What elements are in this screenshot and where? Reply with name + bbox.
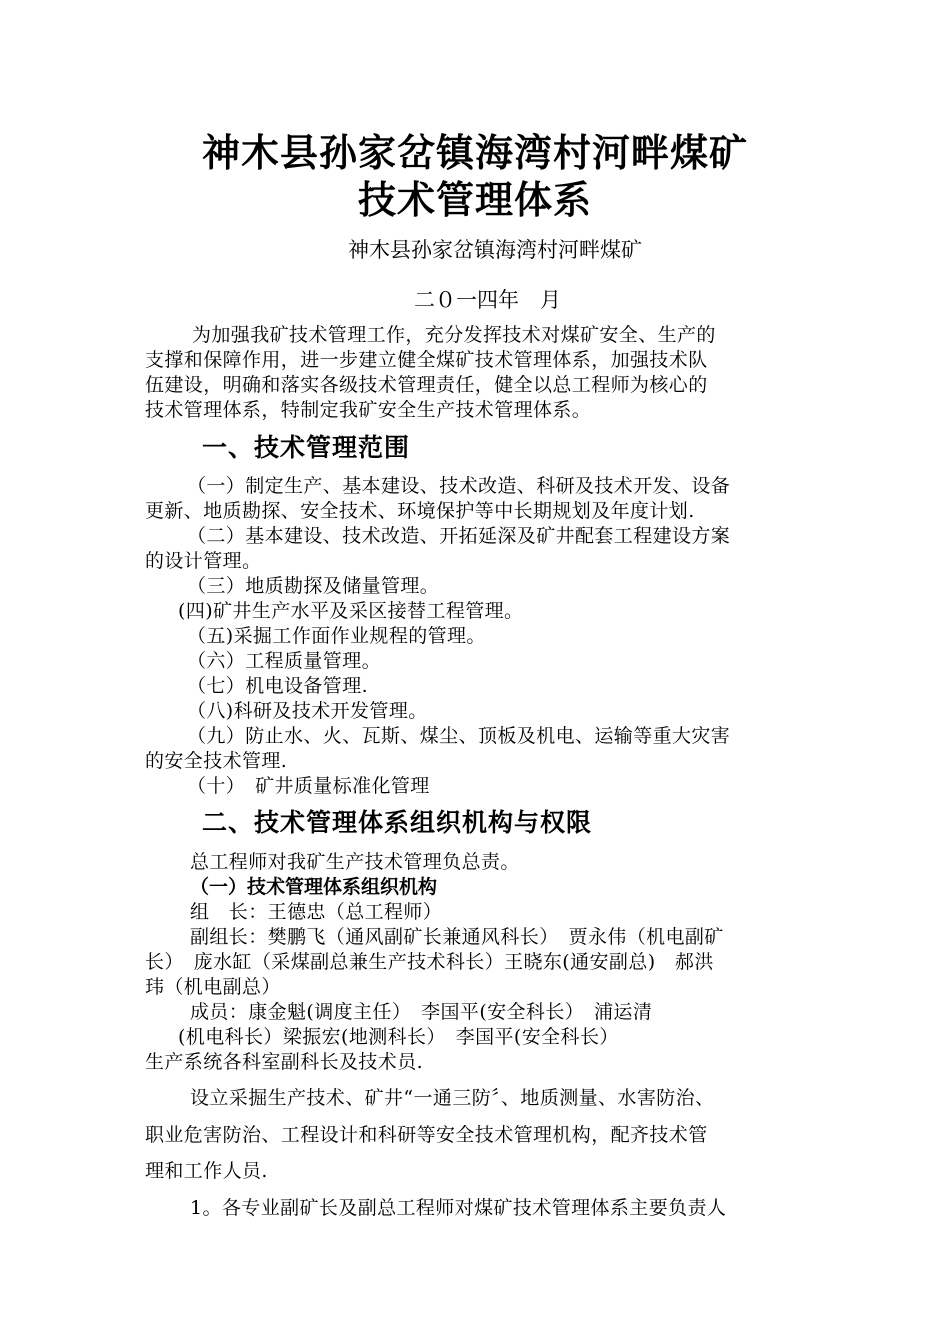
section2-paragraph-line: 1。各专业副矿长及副总工程师对煤矿技术管理体系主要负责人 [190,1197,727,1219]
document-title-line2: 技术管理体系 [357,178,592,222]
section2-lead: 总工程师对我矿生产技术管理负总责。 [190,851,520,873]
intro-line: 为加强我矿技术管理工作，充分发挥技术对煤矿安全、生产的 [192,324,716,346]
document-title-line1: 神木县孙家岔镇海湾村河畔煤矿 [201,131,748,175]
section1-line: （七）机电设备管理. [187,675,369,697]
org-line: 组 长：王德忠（总工程师） [190,901,443,923]
org-line: 副组长：樊鹏飞（通风副矿长兼通风科长） 贾永伟（机电副矿 [190,926,724,948]
section1-line: (四)矿井生产水平及采区接替工程管理。 [178,600,524,622]
document-date: 二０一四年 月 [414,288,561,312]
intro-line: 支撑和保障作用，进一步建立健全煤矿技术管理体系，加强技术队 [145,349,708,371]
org-line: 生产系统各科室副科长及技术员. [145,1051,424,1073]
section2-paragraph-line: 理和工作人员. [145,1160,268,1182]
org-line: 长） 庞水缸（采煤副总兼生产技术科长）王晓东(通安副总) 郝洪 [145,951,714,973]
section1-heading: 一、技术管理范围 [202,433,411,462]
section1-line: （一）制定生产、基本建设、技术改造、科研及技术开发、设备 [187,475,731,497]
section1-line: （八)科研及技术开发管理。 [187,700,428,722]
section2-paragraph-line: 职业危害防治、工程设计和科研等安全技术管理机构，配齐技术管 [145,1124,708,1146]
intro-line: 伍建设，明确和落实各级技术管理责任，健全以总工程师为核心的 [145,374,708,396]
section1-line: 的设计管理。 [145,550,262,572]
section1-line: 的安全技术管理. [145,750,288,772]
intro-line: 技术管理体系，特制定我矿安全生产技术管理体系。 [145,399,592,421]
org-line: 玮（机电副总） [145,976,281,998]
section1-line: （十） 矿井质量标准化管理 [187,775,430,797]
section1-line: （九）防止水、火、瓦斯、煤尘、顶板及机电、运输等重大灾害 [187,725,731,747]
section1-line: （三）地质勘探及储量管理。 [187,575,440,597]
section1-line: 更新、地质勘探、安全技术、环境保护等中长期规划及年度计划. [145,500,695,522]
section1-line: （六）工程质量管理。 [187,650,382,672]
org-line: (机电科长）梁振宏(地测科长） 李国平(安全科长） [178,1026,619,1048]
section1-line: （五)采掘工作面作业规程的管理。 [187,625,486,647]
section2-subheading: （一）技术管理体系组织机构 [190,876,438,898]
section1-line: （二）基本建设、技术改造、开拓延深及矿井配套工程建设方案 [187,525,731,547]
section2-paragraph-line: 设立采掘生产技术、矿井“一通三防〞、地质测量、水害防治、 [190,1087,715,1109]
org-line: 成员：康金魁(调度主任） 李国平(安全科长） 浦运清 [190,1001,653,1023]
issuer-name: 神木县孙家岔镇海湾村河畔煤矿 [348,238,642,262]
section2-heading: 二、技术管理体系组织机构与权限 [202,808,593,837]
